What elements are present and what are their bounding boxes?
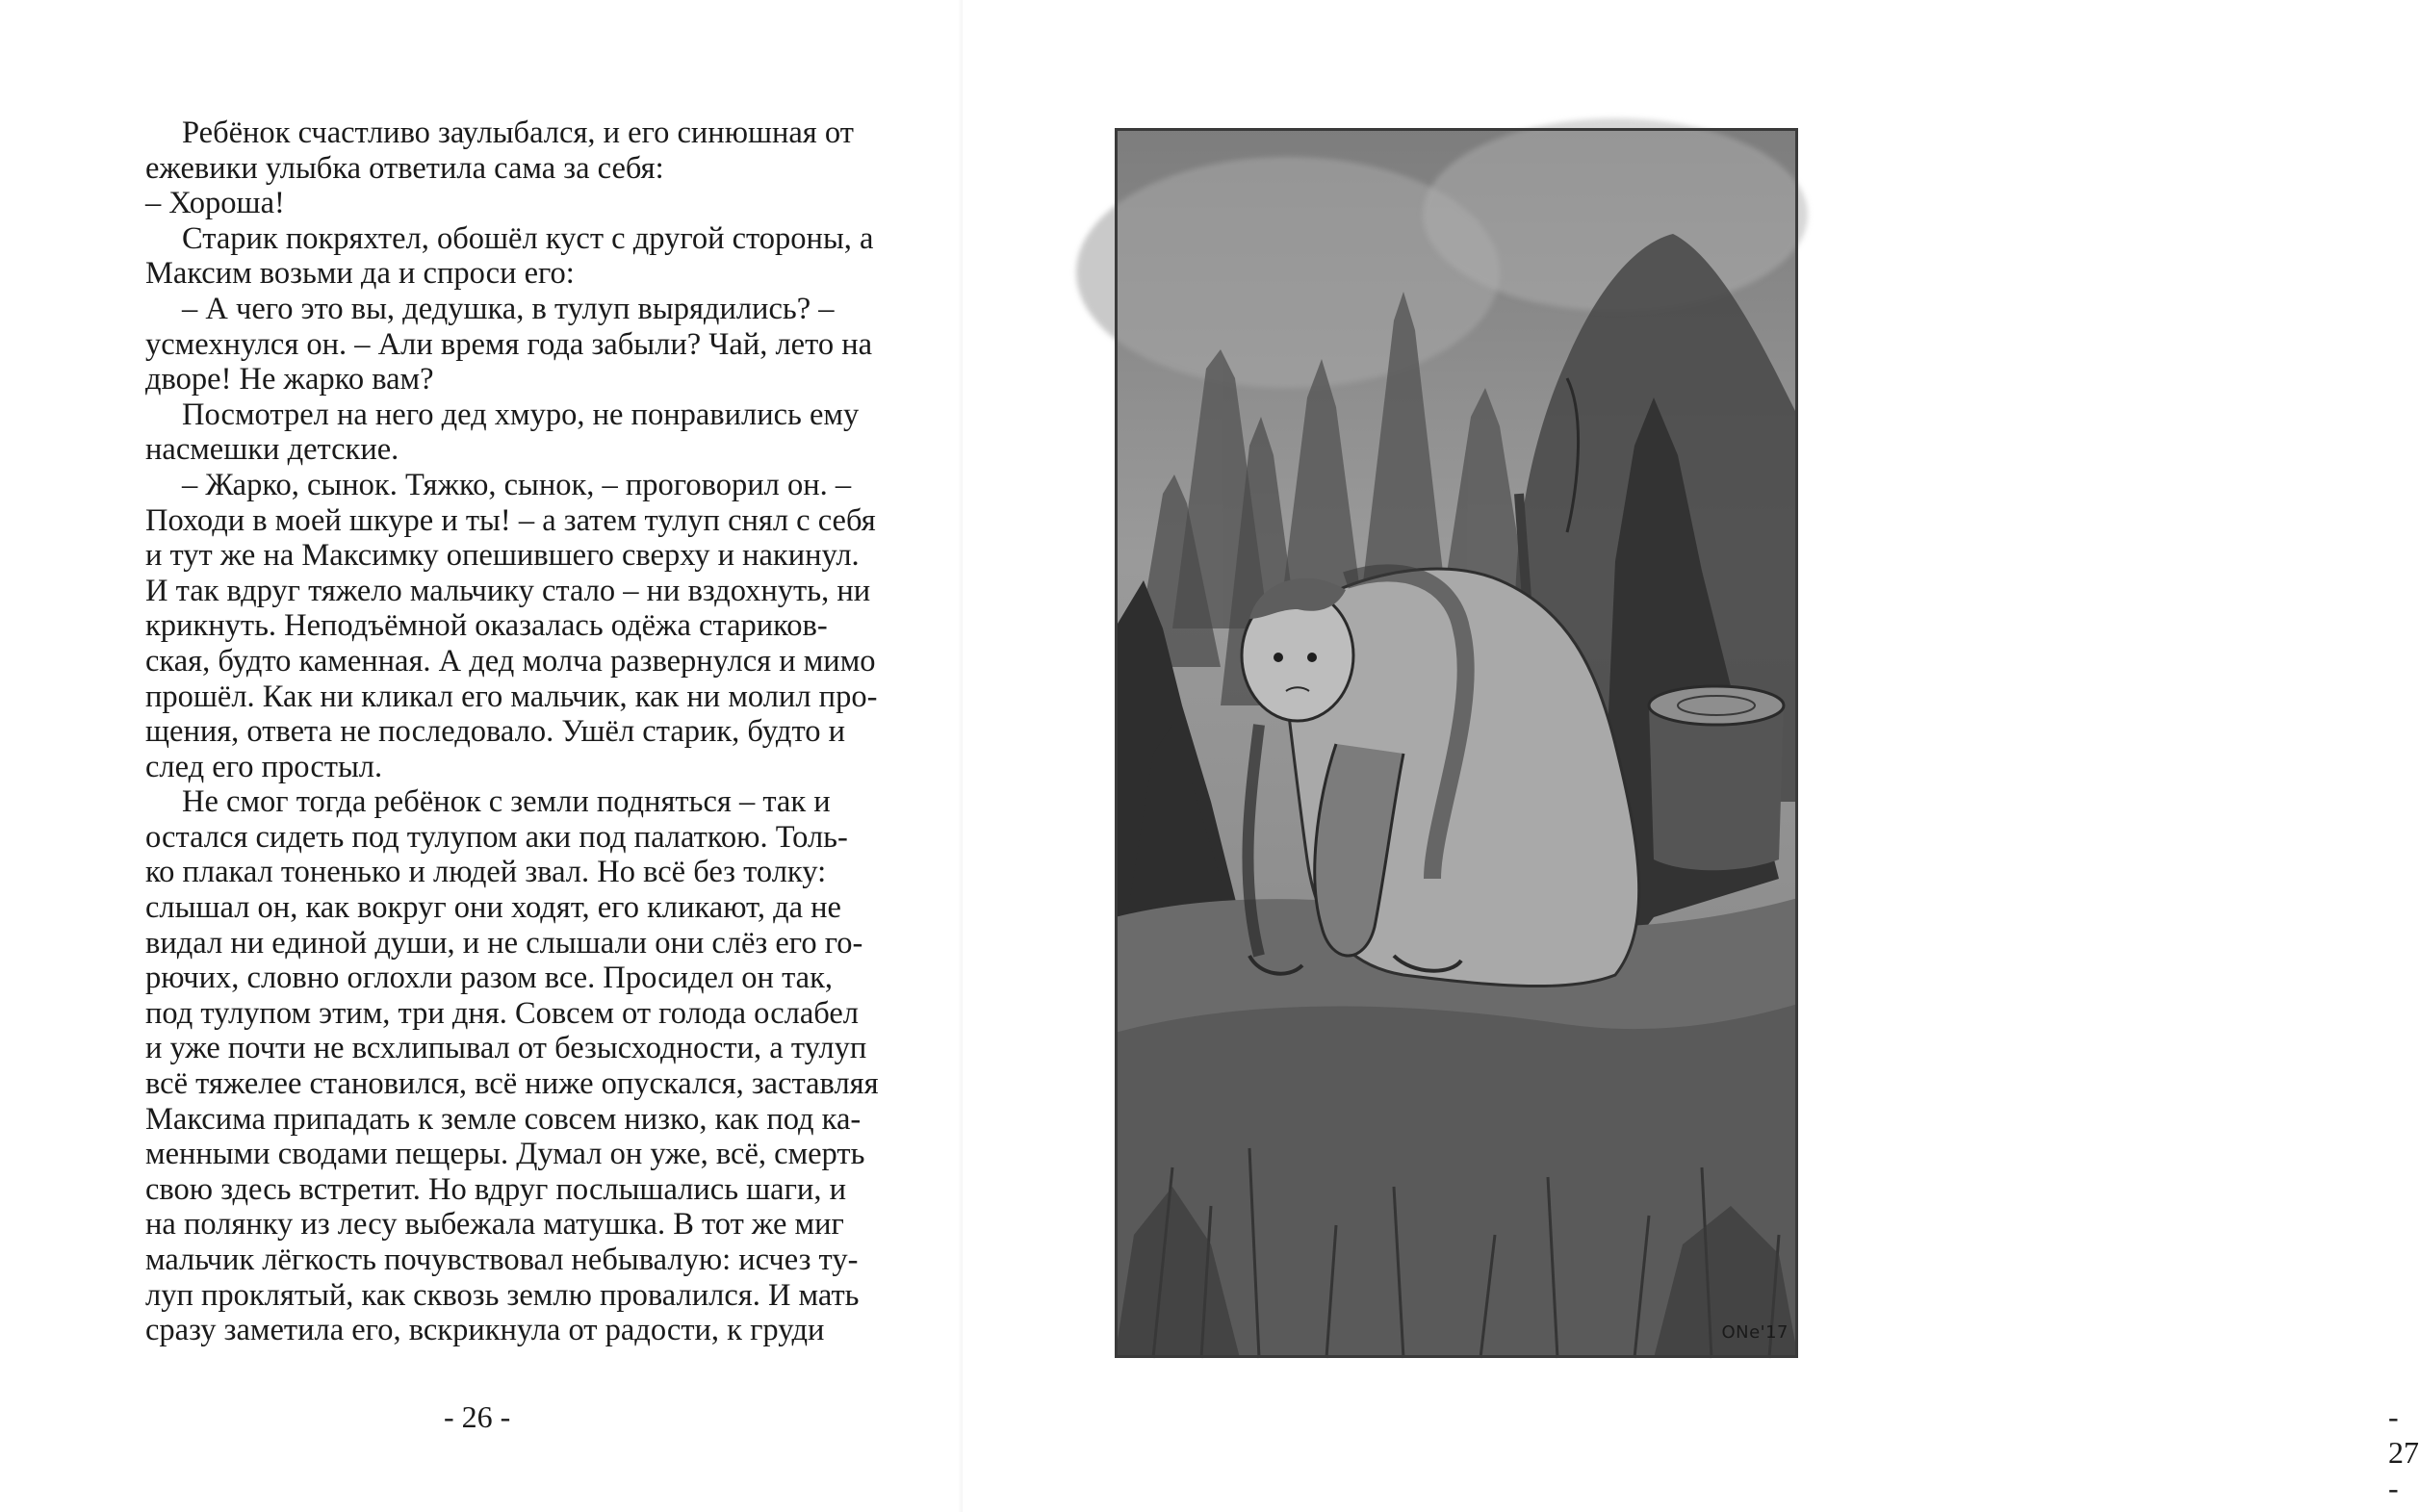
text-line: менными сводами пещеры. Думал он уже, всё, смерть [145, 1137, 865, 1172]
text-line: под тулупом этим, три дня. Совсем от голода ослабел [145, 995, 860, 1031]
illustration-drawing [1115, 128, 1798, 1358]
text-line: и уже почти не всхлипывал от безысходности, а тулуп [145, 1031, 867, 1066]
story-text [145, 115, 879, 1348]
text-line: – А чего это вы, дедушка, в тулуп вырядились? – [182, 291, 835, 326]
text-line: ская, будто каменная. А дед молча развернулся и мимо [145, 643, 876, 679]
artist-signature: ONe'17 [1721, 1322, 1789, 1343]
page-number: - 27 - [2388, 1399, 2419, 1505]
text-line: Не смог тогда ребёнок с земли подняться – так и [182, 784, 831, 820]
forest-illustration [1115, 128, 1798, 1358]
page-number: - 26 - [444, 1399, 511, 1434]
text-line: И так вдруг тяжело мальчику стало – ни вздохнуть, ни [145, 573, 871, 608]
text-line: Максим возьми да и спроси его: [145, 256, 575, 292]
text-line: ко плакал тоненько и людей звал. Но всё без толку: [145, 855, 827, 890]
text-line: Посмотрел на него дед хмуро, не понравились ему [182, 397, 860, 432]
text-line: дворе! Не жарко вам? [145, 362, 434, 397]
left-page [0, 0, 963, 1512]
text-line: и тут же на Максимку опешившего сверху и накинул. [145, 538, 860, 574]
text-line: – Жарко, сынок. Тяжко, сынок, – проговорил он. – [182, 467, 852, 502]
text-line: видал ни единой души, и не слышали они слёз его го- [145, 925, 863, 961]
text-line: ежевики улыбка ответила сама за себя: [145, 150, 664, 186]
text-line: Походи в моей шкуре и ты! – а затем тулуп снял с себя [145, 502, 876, 538]
text-line: прошёл. Как ни кликал его мальчик, как ни молил про- [145, 679, 878, 714]
text-line: Старик покряхтел, обошёл куст с другой стороны, а [182, 220, 874, 256]
text-line: свою здесь встретит. Но вдруг послышались шаги, и [145, 1171, 846, 1207]
text-line: луп проклятый, как сквозь землю провалился. И мать [145, 1277, 860, 1313]
text-line: усмехнулся он. – Али время года забыли? Чай, лето на [145, 326, 873, 362]
text-line: остался сидеть под тулупом аки под палаткою. Толь- [145, 819, 848, 855]
text-line: – Хороша! [145, 186, 285, 221]
text-line: всё тяжелее становился, всё ниже опускался, заставляя [145, 1066, 879, 1102]
text-line: на полянку из лесу выбежала матушка. В тот же миг [145, 1207, 844, 1243]
text-line: крикнуть. Неподъёмной оказалась одёжа стариков- [145, 608, 828, 644]
text-line: щения, ответа не последовало. Ушёл старик, будто и [145, 714, 846, 750]
text-line: Ребёнок счастливо заулыбался, и его синюшная от [182, 115, 854, 150]
text-line: след его простыл. [145, 749, 383, 784]
text-line: рючих, словно оглохли разом все. Просидел он так, [145, 961, 834, 996]
text-line: мальчик лёгкость почувствовал небывалую: исчез ту- [145, 1243, 859, 1277]
text-line: насмешки детские. [145, 432, 399, 468]
text-line: Максима припадать к земле совсем низко, как под ка- [145, 1101, 862, 1137]
text-line: слышал он, как вокруг они ходят, его кликают, да не [145, 890, 841, 926]
text-line: сразу заметила его, вскрикнула от радости, к груди [145, 1313, 825, 1348]
tree-stump [1649, 686, 1784, 870]
